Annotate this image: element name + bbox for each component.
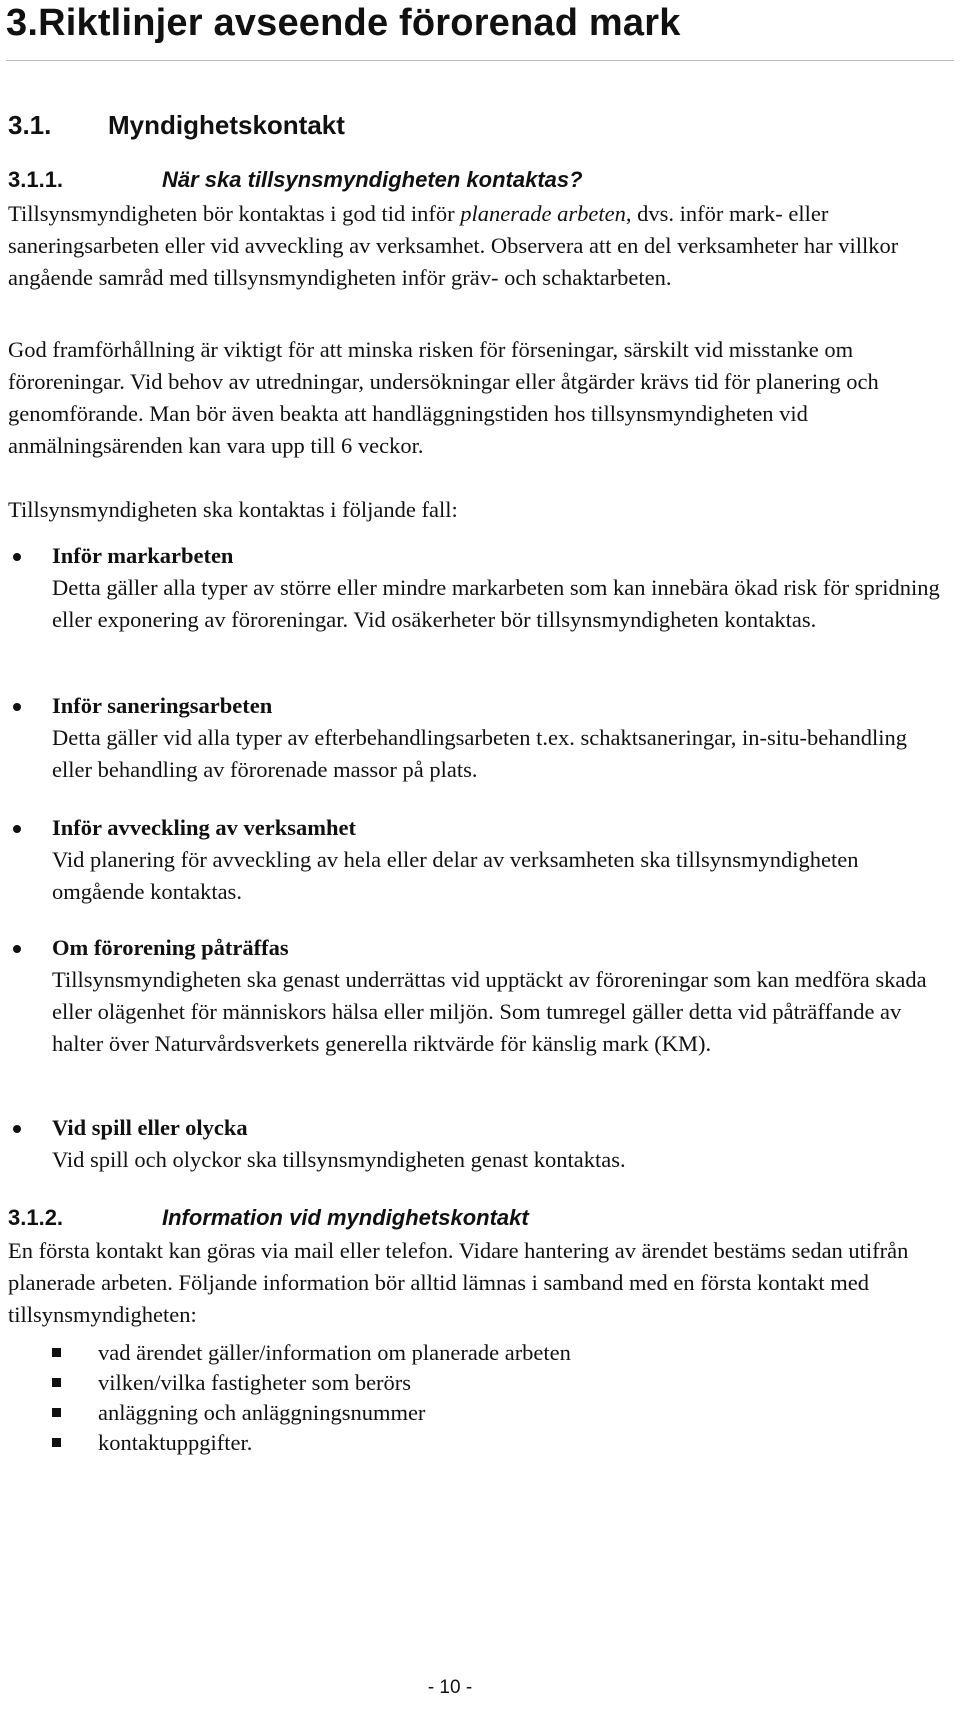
paragraph-planning: God framförhållning är viktigt för att minska risken för förseningar, särskilt vid misstanke om föroreningar. Vid behov av utredningar, undersökningar eller åtgärder krävs tid för planering och genomförande. Man bör även beakta att handläggningstiden hos tillsynsmyndigheten vid anmälningsärenden kan vara upp till 6 veckor. [8, 337, 879, 458]
subsection-312-number: 3.1.2. [8, 1205, 64, 1230]
heading-section-text: Myndighetskontakt [108, 110, 345, 140]
bullet-text: Detta gäller alla typer av större eller mindre markarbeten som kan innebära ökad risk för spridning eller exponering av föroreningar. Vid osäkerheter bör tillsynsmyndigheten kontaktas. [52, 575, 940, 632]
square-bullet-icon [52, 1348, 61, 1357]
subsection-312-title: Information vid myndighetskontakt [162, 1205, 529, 1230]
heading-chapter-number: 3. [6, 2, 39, 44]
paragraph-contact-info: En första kontakt kan göras via mail eller telefon. Vidare hantering av ärendet bestäms sedan utifrån planerade arbeten. Följande information bör alltid lämnas i samband med en första kontakt med tillsynsmyndigheten: [8, 1238, 909, 1327]
bullet-dot-icon [13, 945, 21, 953]
bullet-dot-icon [13, 1125, 21, 1133]
paragraph-intro-start: Tillsynsmyndigheten bör kontaktas i god tid inför [8, 201, 461, 226]
page-number: - 10 - [427, 1677, 473, 1698]
heading-subsection-312 [8, 1205, 529, 1231]
bullet-text: Tillsynsmyndigheten ska genast underrättas vid upptäckt av föroreningar som kan medföra skada eller olägenhet för människors hälsa eller miljön. Som tumregel gäller detta vid påträffande av halter över Naturvårdsverkets generella riktvärde för känslig mark (KM). [52, 967, 927, 1056]
list-item-text: anläggning och anläggningsnummer [98, 1400, 426, 1425]
list-item-text: vad ärendet gäller/information om planerade arbeten [98, 1340, 571, 1365]
list-item-text: vilken/vilka fastigheter som berörs [98, 1370, 412, 1395]
heading-section [8, 110, 345, 141]
bullet-title: Inför avveckling av verksamhet [52, 815, 356, 840]
bullet-title: Om förorening påträffas [52, 935, 289, 960]
bullet-text: Vid planering för avveckling av hela eller delar av verksamheten ska tillsynsmyndigheten omgående kontaktas. [52, 847, 859, 904]
list-item-text: kontaktuppgifter. [98, 1430, 253, 1455]
bullet-text: Detta gäller vid alla typer av efterbehandlingsarbeten t.ex. schaktsaneringar, in-situ-behandling eller behandling av förorenade massor på plats. [52, 725, 908, 782]
bullet-dot-icon [13, 553, 21, 561]
heading-chapter [6, 2, 681, 45]
paragraph-cases-intro: Tillsynsmyndigheten ska kontaktas i följande fall: [8, 497, 458, 522]
bullet-title: Inför saneringsarbeten [52, 693, 273, 718]
square-bullet-icon [52, 1378, 61, 1387]
heading-section-number: 3.1. [8, 110, 52, 140]
paragraph-intro [8, 198, 946, 294]
paragraph-intro-italic: planerade arbeten [460, 201, 626, 226]
bullet-dot-icon [13, 825, 21, 833]
bullet-dot-icon [13, 703, 21, 711]
bullet-title: Vid spill eller olycka [52, 1115, 248, 1140]
square-bullet-icon [52, 1408, 61, 1417]
heading-rule [6, 60, 954, 61]
square-bullet-icon [52, 1438, 61, 1447]
heading-chapter-text: Riktlinjer avseende förorenad mark [38, 2, 681, 44]
heading-subsection-311 [8, 167, 583, 193]
subsection-311-number: 3.1.1. [8, 167, 64, 192]
subsection-311-title: När ska tillsynsmyndigheten kontaktas? [162, 167, 583, 192]
bullet-text: Vid spill och olyckor ska tillsynsmyndigheten genast kontaktas. [52, 1147, 626, 1172]
bullet-title: Inför markarbeten [52, 543, 234, 568]
paragraph-intro-end: , dvs. inför mark- eller saneringsarbeten eller vid avveckling av verksamhet. Observera att en del verksamheter har villkor angående samråd med tillsynsmyndigheten inför gräv- och schaktarbeten. [8, 201, 899, 290]
